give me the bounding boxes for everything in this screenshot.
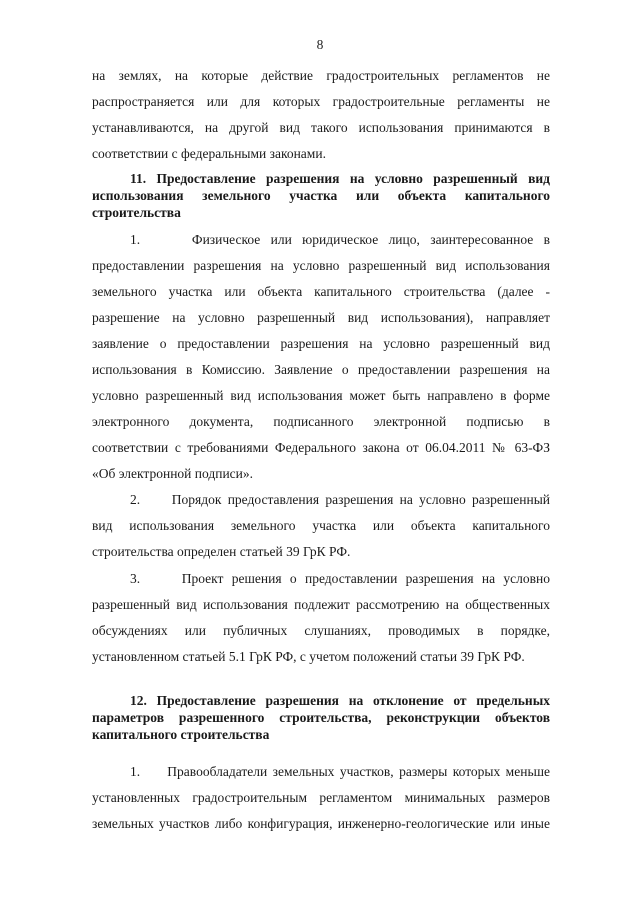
- text-line: условно разрешенный вид использования может быть направлено в форме: [92, 388, 550, 403]
- text-line: «Об электронной подписи».: [92, 466, 254, 481]
- text-line: использования в Комиссию. Заявление о предоставлении разрешения на: [92, 362, 550, 377]
- text-line: вид использования земельного участка или объекта капитального: [92, 518, 550, 533]
- heading-line: параметров разрешенного строительства, реконструкции объектов: [92, 710, 550, 725]
- text-line: земельного участка или объекта капитального строительства (далее -: [92, 284, 550, 299]
- text-line: предоставлении разрешения на условно разрешенный вид использования: [92, 258, 550, 273]
- text-line: 2. Порядок предоставления разрешения на условно разрешенный: [130, 492, 550, 507]
- heading-line: строительства: [92, 205, 181, 220]
- text-line: распространяется или для которых градостроительные регламенты не: [92, 94, 550, 109]
- heading-line: 12. Предоставление разрешения на отклонение от предельных: [130, 693, 550, 708]
- text-line: соответствии с федеральными законами.: [92, 146, 326, 161]
- text-line: строительства определен статьей 39 ГрК РФ.: [92, 544, 351, 559]
- text-line: устанавливаются, на другой вид такого использования принимаются в: [92, 120, 550, 135]
- text-line: электронного документа, подписанного электронной подписью в: [92, 414, 550, 429]
- page-number: 8: [316, 37, 324, 52]
- text-line: заявление о предоставлении разрешения на условно разрешенный вид: [92, 336, 550, 351]
- heading-line: капитального строительства: [92, 727, 270, 742]
- heading-line: использования земельного участка или объекта капитального: [92, 188, 550, 203]
- text-line: земельных участков либо конфигурация, инженерно-геологические или иные: [92, 816, 550, 831]
- text-line: установленных градостроительным регламентом минимальных размеров: [92, 790, 550, 805]
- text-line: 1. Физическое или юридическое лицо, заинтересованное в: [130, 232, 550, 247]
- text-line: установленном статьей 5.1 ГрК РФ, с учетом положений статьи 39 ГрК РФ.: [92, 649, 525, 664]
- text-line: разрешенный вид использования подлежит рассмотрению на общественных: [92, 597, 550, 612]
- text-line: обсуждениях или публичных слушаниях, проводимых в порядке,: [92, 623, 550, 638]
- text-line: соответствии с требованиями Федерального закона от 06.04.2011 № 63-ФЗ: [92, 440, 550, 455]
- text-line: 1. Правообладатели земельных участков, размеры которых меньше: [130, 764, 550, 779]
- text-line: разрешение на условно разрешенный вид использования), направляет: [92, 310, 550, 325]
- text-line: 3. Проект решения о предоставлении разрешения на условно: [130, 571, 550, 586]
- text-line: на землях, на которые действие градостроительных регламентов не: [92, 68, 550, 83]
- heading-line: 11. Предоставление разрешения на условно разрешенный вид: [130, 171, 550, 186]
